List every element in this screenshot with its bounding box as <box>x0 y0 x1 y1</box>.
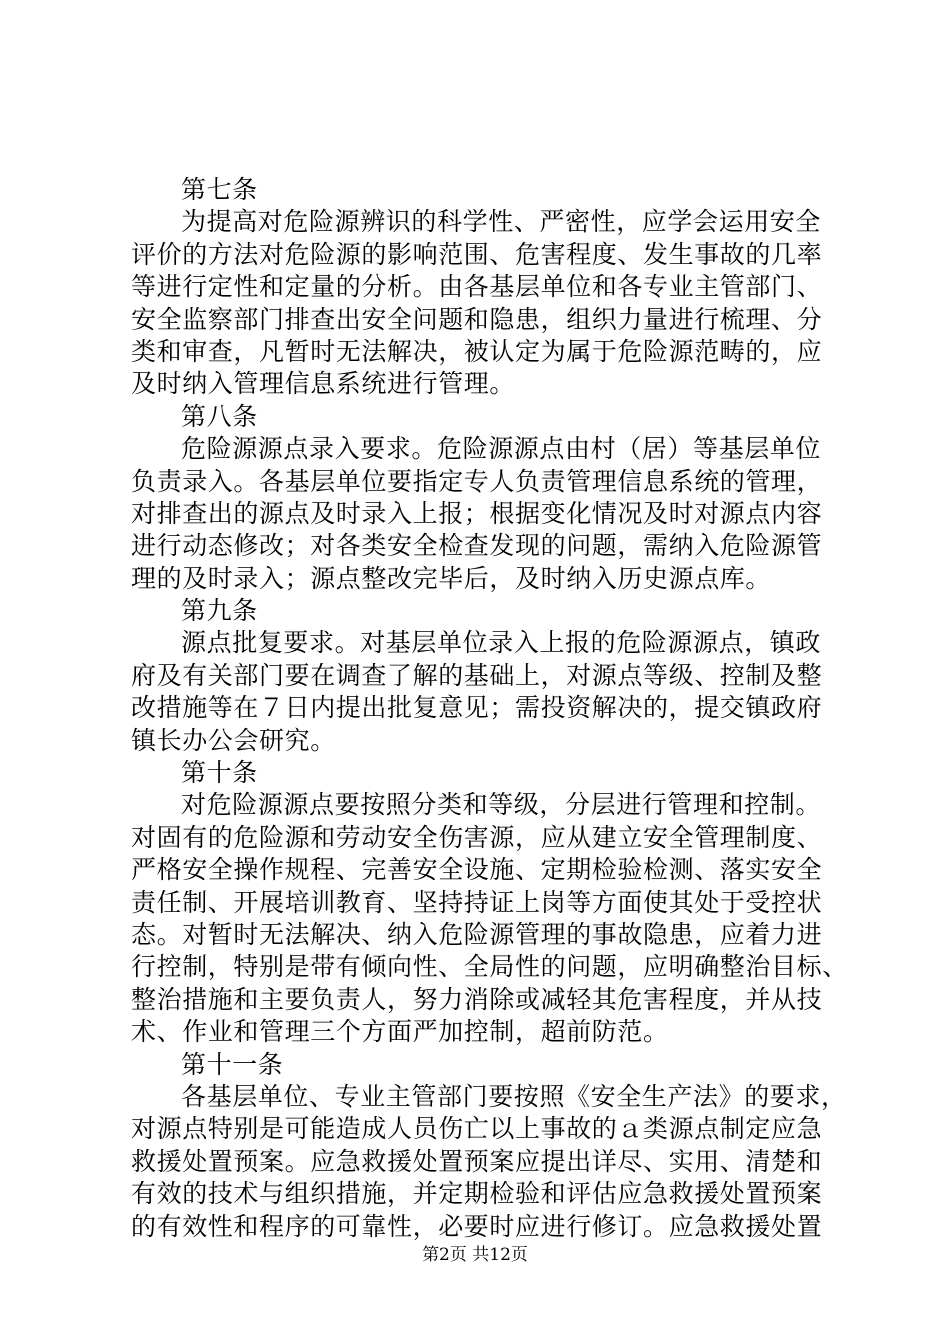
document-body <box>131 174 848 1243</box>
paragraph-line: 对排查出的源点及时录入上报；根据变化情况及时对源点内容 <box>131 498 823 528</box>
paragraph-line: 责任制、开展培训教育、坚持持证上岗等方面使其处于受控状 <box>131 887 823 917</box>
paragraph-line: 改措施等在７日内提出批复意见；需投资解决的，提交镇政府 <box>131 693 823 723</box>
article-heading: 第九条 <box>181 596 258 626</box>
paragraph-line: 整治措施和主要负责人，努力消除或减轻其危害程度，并从技 <box>131 984 823 1014</box>
paragraph-line: 对危险源源点要按照分类和等级，分层进行管理和控制。 <box>181 790 822 820</box>
article-heading: 第八条 <box>181 401 258 431</box>
paragraph-line: 严格安全操作规程、完善安全设施、定期检验检测、落实安全 <box>131 855 823 885</box>
paragraph-line: 对源点特别是可能造成人员伤亡以上事故的ａ类源点制定应急 <box>131 1114 823 1144</box>
article-heading: 第十一条 <box>181 1049 284 1079</box>
paragraph-line: 对固有的危险源和劳动安全伤害源，应从建立安全管理制度、 <box>131 822 823 852</box>
paragraph-line: 评价的方法对危险源的影响范围、危害程度、发生事故的几率 <box>131 239 823 269</box>
paragraph-line: 负责录入。各基层单位要指定专人负责管理信息系统的管理， <box>131 466 823 496</box>
paragraph-line: 危险源源点录入要求。危险源源点由村（居）等基层单位 <box>181 434 822 464</box>
paragraph-line: 态。对暂时无法解决、纳入危险源管理的事故隐患，应着力进 <box>131 919 823 949</box>
paragraph-line: 进行动态修改；对各类安全检查发现的问题，需纳入危险源管 <box>131 531 823 561</box>
paragraph-line: 及时纳入管理信息系统进行管理。 <box>131 369 516 399</box>
paragraph-line: 镇长办公会研究。 <box>131 725 336 755</box>
paragraph-line: 源点批复要求。对基层单位录入上报的危险源源点，镇政 <box>181 628 822 658</box>
article-heading: 第七条 <box>181 175 258 204</box>
paragraph-line: 行控制，特别是带有倾向性、全局性的问题，应明确整治目标、 <box>131 952 848 982</box>
page-number-footer: 第2页 共12页 <box>422 1245 528 1265</box>
paragraph-line: 术、作业和管理三个方面严加控制，超前防范。 <box>131 1017 669 1047</box>
paragraph-line: 类和审查，凡暂时无法解决，被认定为属于危险源范畴的，应 <box>131 336 823 366</box>
paragraph-line: 安全监察部门排查出安全问题和隐患，组织力量进行梳理、分 <box>131 304 823 334</box>
paragraph-line: 各基层单位、专业主管部门要按照《安全生产法》的要求， <box>181 1081 847 1111</box>
paragraph-line: 有效的技术与组织措施，并定期检验和评估应急救援处置预案 <box>131 1179 823 1209</box>
paragraph-line: 府及有关部门要在调查了解的基础上，对源点等级、控制及整 <box>131 660 823 690</box>
paragraph-line: 理的及时录入；源点整改完毕后，及时纳入历史源点库。 <box>131 563 772 593</box>
paragraph-line: 的有效性和程序的可靠性，必要时应进行修订。应急救援处置 <box>131 1211 823 1241</box>
paragraph-line: 等进行定性和定量的分析。由各基层单位和各专业主管部门、 <box>131 272 823 302</box>
article-heading: 第十条 <box>181 758 258 788</box>
paragraph-line: 救援处置预案。应急救援处置预案应提出详尽、实用、清楚和 <box>131 1146 823 1176</box>
paragraph-line: 为提高对危险源辨识的科学性、严密性，应学会运用安全 <box>181 207 822 237</box>
